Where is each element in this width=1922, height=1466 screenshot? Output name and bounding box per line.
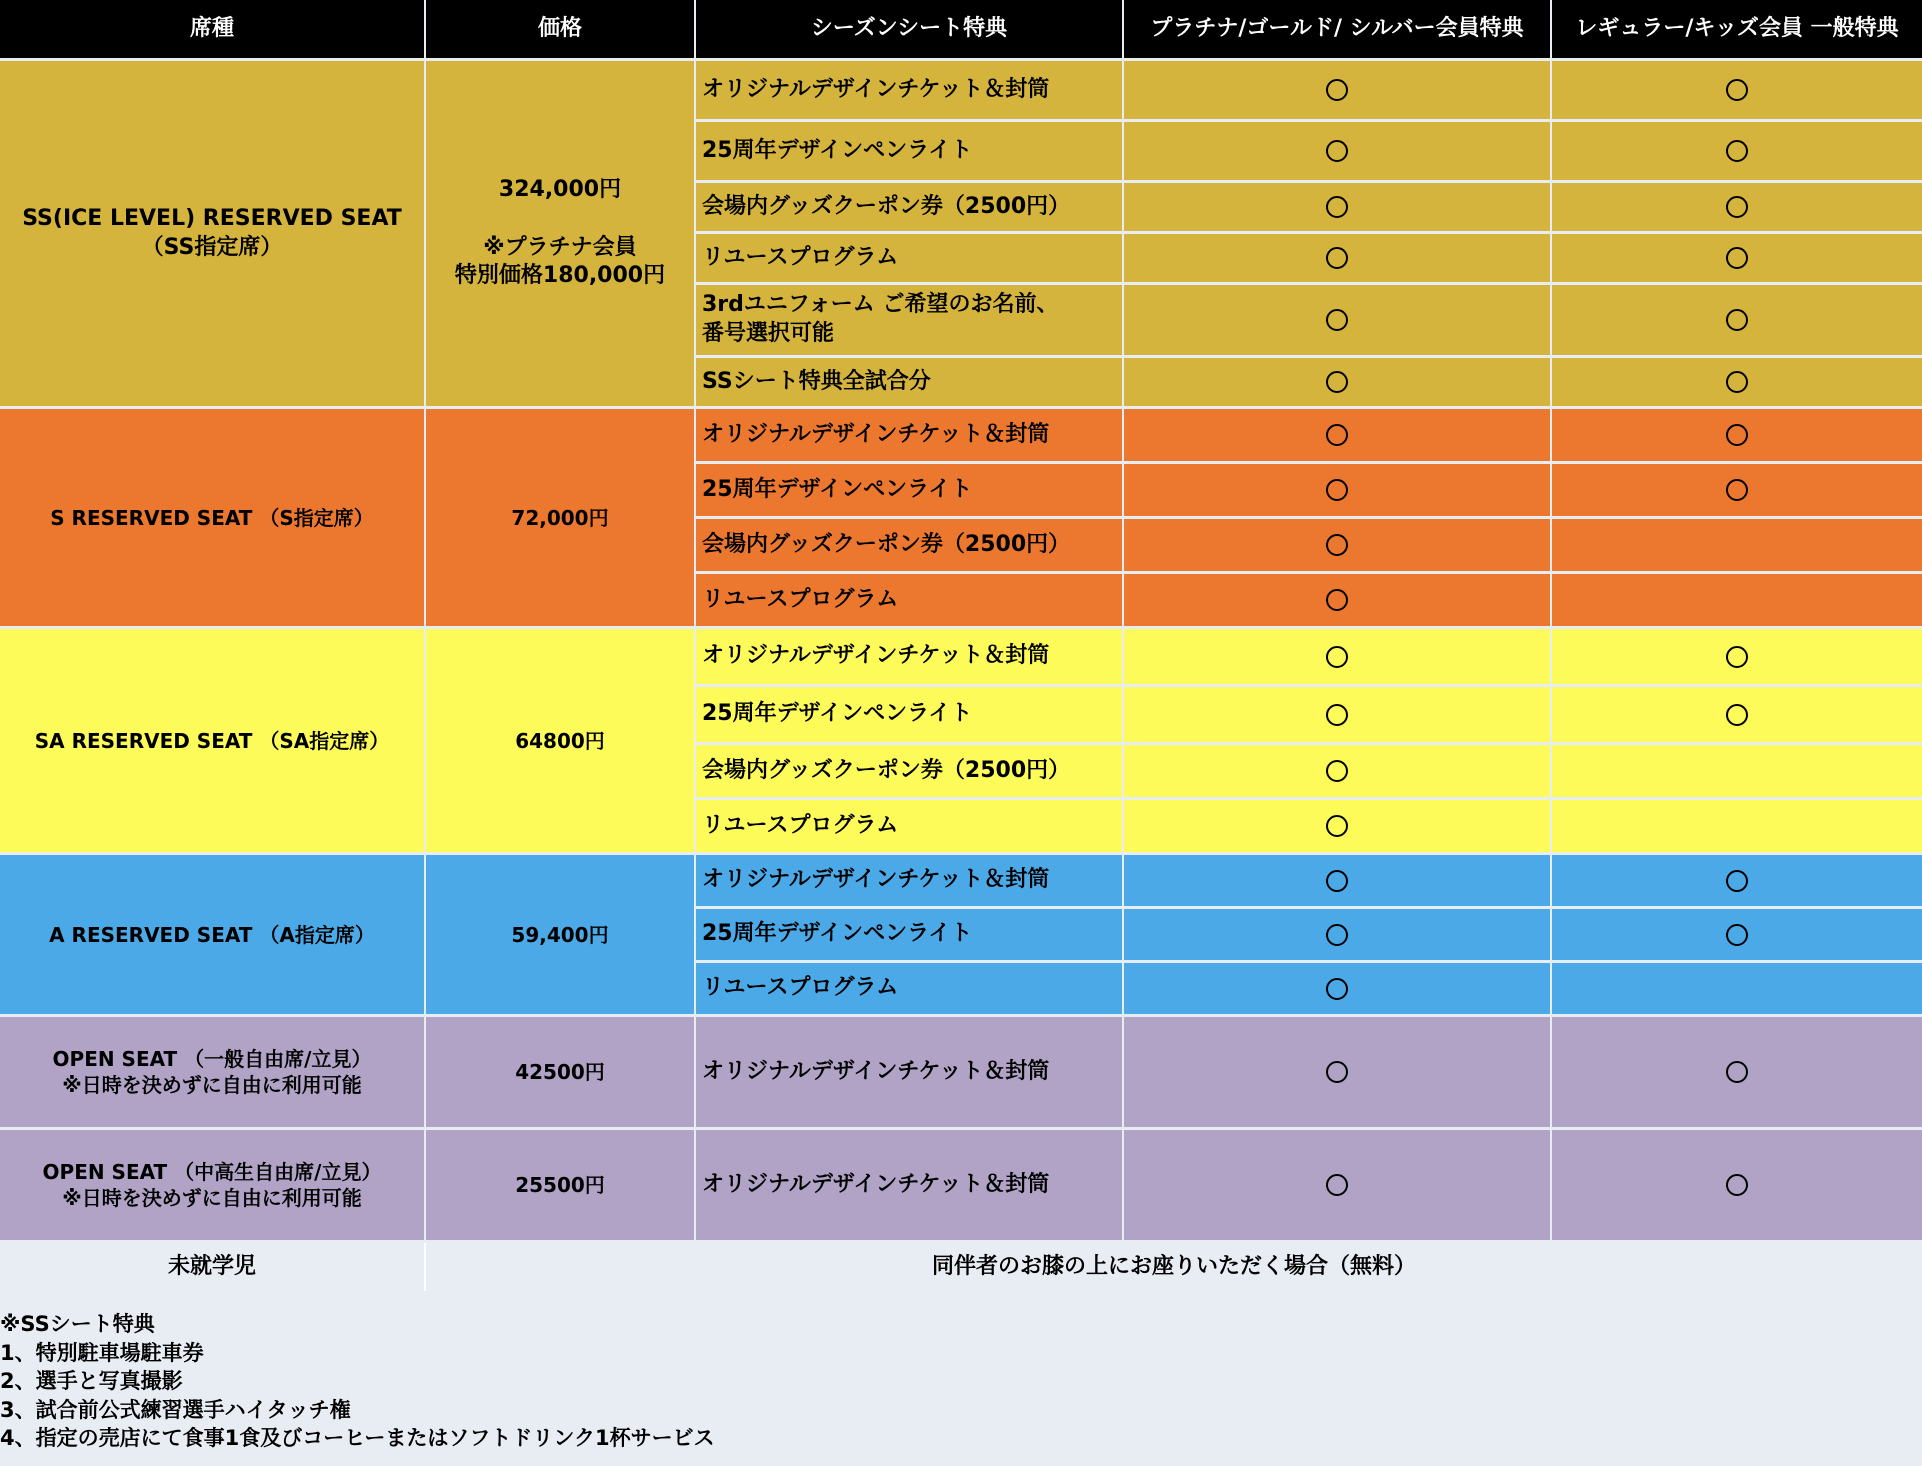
seat-type-cell: OPEN SEAT （一般自由席/立見） ※日時を決めずに自由に利用可能 — [0, 1017, 424, 1127]
circle-mark-icon — [1326, 196, 1348, 218]
circle-mark-icon — [1726, 371, 1748, 393]
circle-mark-icon — [1326, 815, 1348, 837]
benefit-cell: オリジナルデザインチケット＆封筒 — [696, 61, 1122, 119]
circle-mark-icon — [1726, 79, 1748, 101]
circle-mark-icon — [1726, 140, 1748, 162]
circle-mark-icon — [1326, 371, 1348, 393]
benefit-cell: オリジナルデザインチケット＆封筒 — [696, 855, 1122, 906]
regular-mark-cell — [1552, 963, 1922, 1014]
premium-mark-cell — [1124, 285, 1550, 355]
regular-mark-cell — [1552, 464, 1922, 516]
price-cell: 64800円 — [426, 629, 694, 852]
circle-mark-icon — [1326, 1174, 1348, 1196]
price-cell: 59,400円 — [426, 855, 694, 1014]
circle-mark-icon — [1326, 704, 1348, 726]
regular-mark-cell — [1552, 234, 1922, 282]
benefit-cell: オリジナルデザインチケット＆封筒 — [696, 629, 1122, 684]
circle-mark-icon — [1726, 646, 1748, 668]
benefit-cell: 会場内グッズクーポン券（2500円） — [696, 745, 1122, 797]
premium-mark-cell — [1124, 409, 1550, 461]
header-premium-member: プラチナ/ゴールド/ シルバー会員特典 — [1124, 0, 1550, 58]
circle-mark-icon — [1726, 196, 1748, 218]
circle-mark-icon — [1326, 589, 1348, 611]
circle-mark-icon — [1726, 870, 1748, 892]
circle-mark-icon — [1326, 870, 1348, 892]
premium-mark-cell — [1124, 234, 1550, 282]
circle-mark-icon — [1726, 704, 1748, 726]
premium-mark-cell — [1124, 800, 1550, 852]
benefit-cell: リユースプログラム — [696, 574, 1122, 626]
regular-mark-cell — [1552, 687, 1922, 742]
regular-mark-cell — [1552, 285, 1922, 355]
seat-type-cell: SA RESERVED SEAT （SA指定席） — [0, 629, 424, 852]
premium-mark-cell — [1124, 745, 1550, 797]
circle-mark-icon — [1326, 924, 1348, 946]
premium-mark-cell — [1124, 183, 1550, 231]
benefit-cell: 25周年デザインペンライト — [696, 122, 1122, 180]
seat-type-cell: OPEN SEAT （中高生自由席/立見） ※日時を決めずに自由に利用可能 — [0, 1130, 424, 1240]
regular-mark-cell — [1552, 183, 1922, 231]
benefit-cell: 会場内グッズクーポン券（2500円） — [696, 519, 1122, 571]
benefit-cell: リユースプログラム — [696, 800, 1122, 852]
circle-mark-icon — [1726, 479, 1748, 501]
regular-mark-cell — [1552, 519, 1922, 571]
ss-benefit-notes — [0, 1310, 715, 1453]
premium-mark-cell — [1124, 464, 1550, 516]
circle-mark-icon — [1326, 79, 1348, 101]
circle-mark-icon — [1726, 247, 1748, 269]
benefit-cell: リユースプログラム — [696, 963, 1122, 1014]
regular-mark-cell — [1552, 409, 1922, 461]
regular-mark-cell — [1552, 629, 1922, 684]
regular-mark-cell — [1552, 358, 1922, 406]
circle-mark-icon — [1326, 479, 1348, 501]
regular-mark-cell — [1552, 61, 1922, 119]
circle-mark-icon — [1326, 978, 1348, 1000]
seat-type-cell: A RESERVED SEAT （A指定席） — [0, 855, 424, 1014]
regular-mark-cell — [1552, 1130, 1922, 1240]
premium-mark-cell — [1124, 1017, 1550, 1127]
circle-mark-icon — [1326, 760, 1348, 782]
circle-mark-icon — [1326, 140, 1348, 162]
benefit-cell: 25周年デザインペンライト — [696, 687, 1122, 742]
regular-mark-cell — [1552, 800, 1922, 852]
circle-mark-icon — [1726, 1174, 1748, 1196]
benefit-cell: 3rdユニフォーム ご希望のお名前、 番号選択可能 — [696, 285, 1122, 355]
header-regular-member: レギュラー/キッズ会員 一般特典 — [1552, 0, 1922, 58]
regular-mark-cell — [1552, 745, 1922, 797]
circle-mark-icon — [1326, 646, 1348, 668]
benefit-cell: 25周年デザインペンライト — [696, 464, 1122, 516]
circle-mark-icon — [1326, 247, 1348, 269]
circle-mark-icon — [1326, 424, 1348, 446]
premium-mark-cell — [1124, 1130, 1550, 1240]
benefit-cell: オリジナルデザインチケット＆封筒 — [696, 1130, 1122, 1240]
circle-mark-icon — [1726, 309, 1748, 331]
benefit-cell: オリジナルデザインチケット＆封筒 — [696, 409, 1122, 461]
regular-mark-cell — [1552, 1017, 1922, 1127]
premium-mark-cell — [1124, 855, 1550, 906]
premium-mark-cell — [1124, 358, 1550, 406]
child-note: 同伴者のお膝の上にお座りいただく場合（無料） — [426, 1243, 1922, 1291]
benefit-cell: オリジナルデザインチケット＆封筒 — [696, 1017, 1122, 1127]
premium-mark-cell — [1124, 519, 1550, 571]
premium-mark-cell — [1124, 574, 1550, 626]
child-label: 未就学児 — [0, 1243, 424, 1291]
premium-mark-cell — [1124, 687, 1550, 742]
benefit-cell: SSシート特典全試合分 — [696, 358, 1122, 406]
notes-item: 2、選手と写真撮影 — [0, 1369, 183, 1393]
circle-mark-icon — [1326, 1061, 1348, 1083]
header-benefit: シーズンシート特典 — [696, 0, 1122, 58]
child-row-divider — [424, 1243, 426, 1291]
notes-item: 4、指定の売店にて食事1食及びコーヒーまたはソフトドリンク1杯サービス — [0, 1426, 715, 1450]
regular-mark-cell — [1552, 122, 1922, 180]
regular-mark-cell — [1552, 855, 1922, 906]
price-cell: 324,000円 ※プラチナ会員 特別価格180,000円 — [426, 61, 694, 406]
benefit-cell: 25周年デザインペンライト — [696, 909, 1122, 960]
seat-type-cell: S RESERVED SEAT （S指定席） — [0, 409, 424, 626]
regular-mark-cell — [1552, 574, 1922, 626]
seat-type-cell: SS(ICE LEVEL) RESERVED SEAT （SS指定席） — [0, 61, 424, 406]
circle-mark-icon — [1326, 534, 1348, 556]
premium-mark-cell — [1124, 629, 1550, 684]
circle-mark-icon — [1726, 924, 1748, 946]
circle-mark-icon — [1726, 1061, 1748, 1083]
header-seat-type: 席種 — [0, 0, 424, 58]
header-price: 価格 — [426, 0, 694, 58]
benefit-cell: リユースプログラム — [696, 234, 1122, 282]
price-cell: 25500円 — [426, 1130, 694, 1240]
price-cell: 42500円 — [426, 1017, 694, 1127]
price-cell: 72,000円 — [426, 409, 694, 626]
premium-mark-cell — [1124, 963, 1550, 1014]
regular-mark-cell — [1552, 909, 1922, 960]
circle-mark-icon — [1326, 309, 1348, 331]
notes-item: 1、特別駐車場駐車券 — [0, 1340, 204, 1365]
benefit-cell: 会場内グッズクーポン券（2500円） — [696, 183, 1122, 231]
premium-mark-cell — [1124, 909, 1550, 960]
notes-title: ※SSシート特典 — [0, 1312, 155, 1336]
notes-item: 3、試合前公式練習選手ハイタッチ権 — [0, 1397, 351, 1422]
premium-mark-cell — [1124, 61, 1550, 119]
circle-mark-icon — [1726, 424, 1748, 446]
premium-mark-cell — [1124, 122, 1550, 180]
